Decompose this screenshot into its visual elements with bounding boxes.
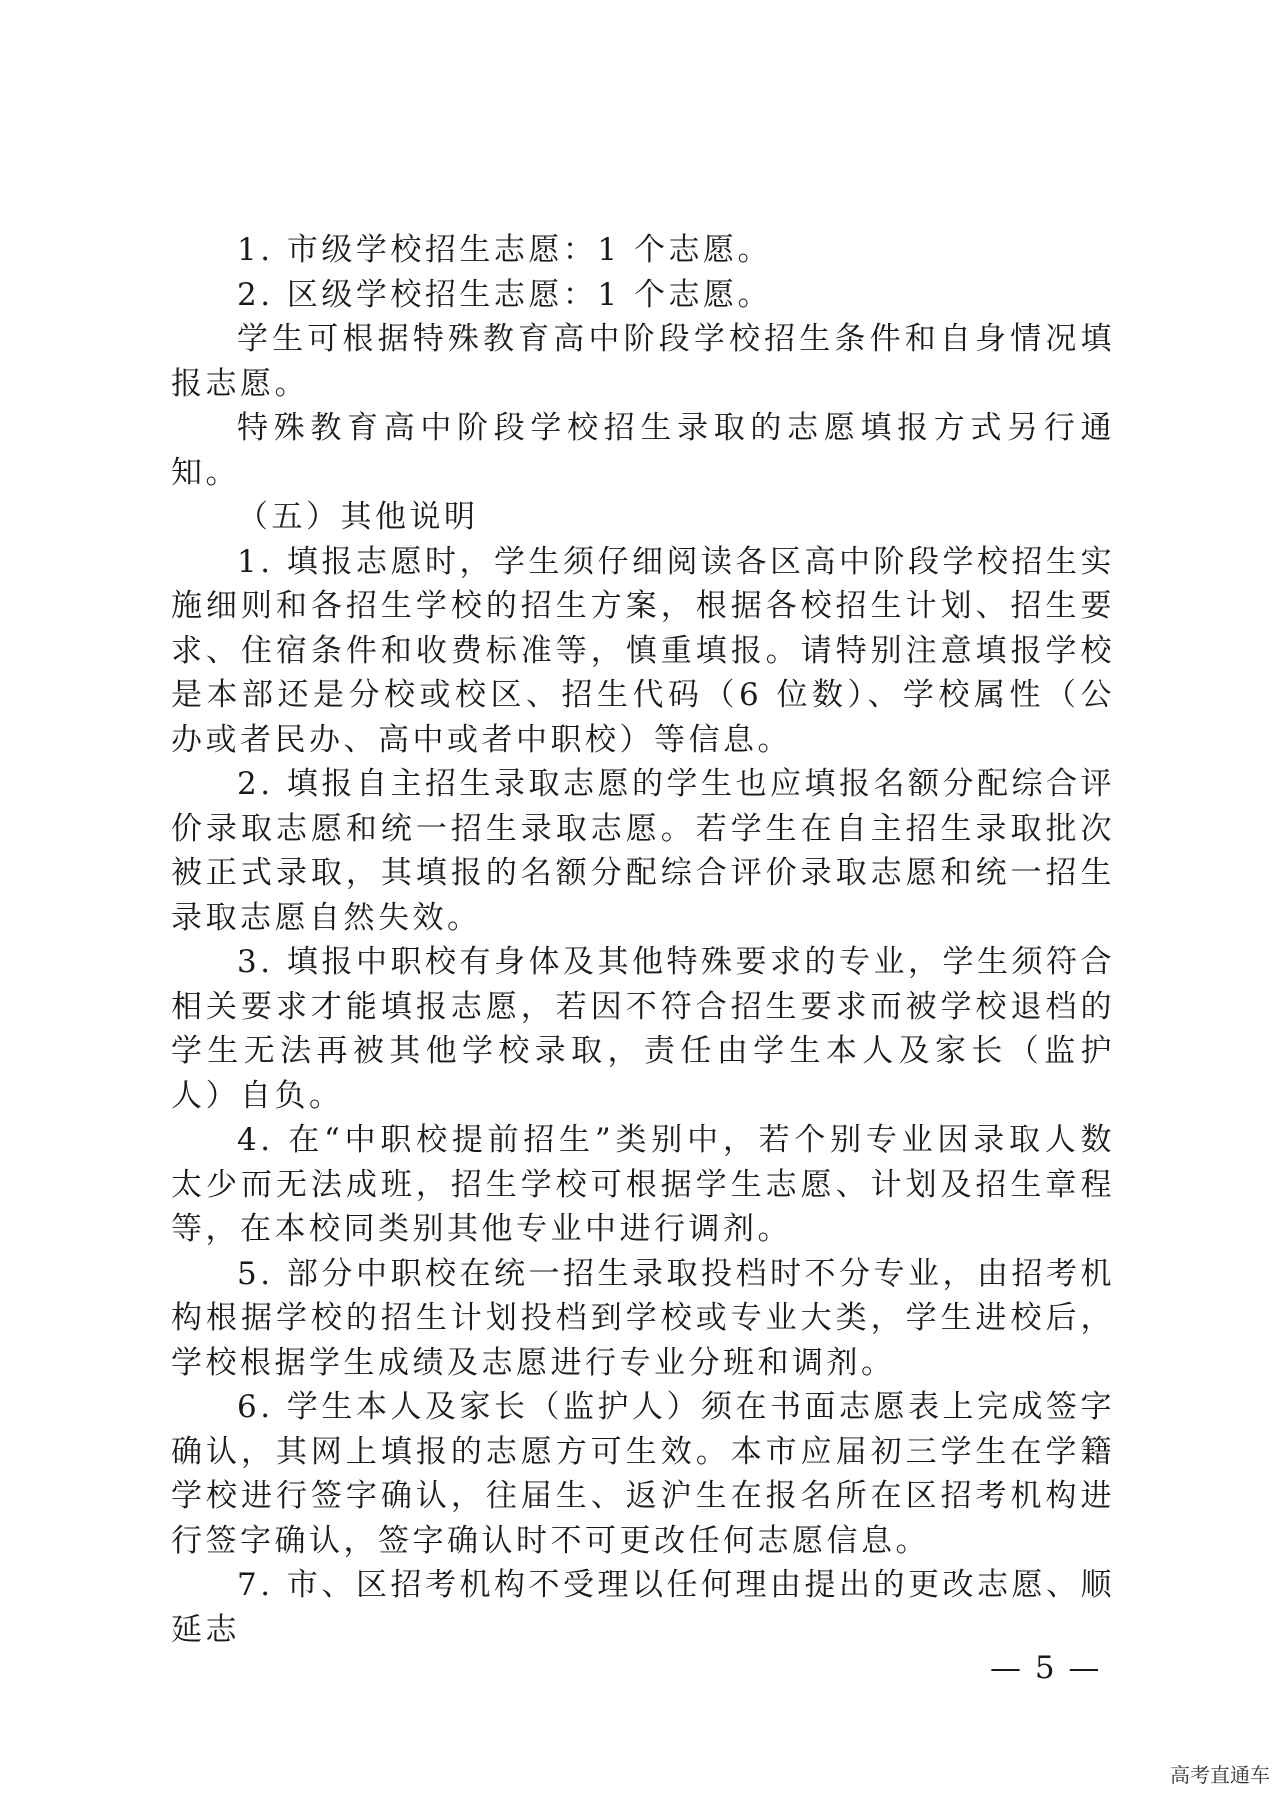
paragraph-note-7: 7. 市、区招考机构不受理以任何理由提出的更改志愿、顺延志: [171, 1567, 1115, 1648]
paragraph-note-4: 4. 在“中职校提前招生”类别中，若个别专业因录取人数太少而无法成班，招生学校可根据学生志愿、计划及招生章程等，在本校同类别其他专业中进行调剂。: [171, 1122, 1115, 1247]
section-heading-other-notes: （五）其他说明: [237, 499, 479, 535]
watermark: 高考直通车: [1170, 1763, 1270, 1787]
paragraph-note-3: 3. 填报中职校有身体及其他特殊要求的专业，学生须符合相关要求才能填报志愿，若因不符合招生要求而被学校退档的学生无法再被其他学校录取，责任由学生本人及家长（监护人）自负。: [171, 944, 1115, 1114]
paragraph-special-education-condition: 学生可根据特殊教育高中阶段学校招生条件和自身情况填报志愿。: [171, 321, 1115, 402]
paragraph-special-education-method: 特殊教育高中阶段学校招生录取的志愿填报方式另行通知。: [171, 410, 1115, 491]
paragraph-note-6: 6. 学生本人及家长（监护人）须在书面志愿表上完成签字确认，其网上填报的志愿方可生效。本市应届初三学生在学籍学校进行签字确认，往届生、返沪生在报名所在区招考机构进行签字确认，签字确认时不可更改任何志愿信息。: [171, 1389, 1115, 1559]
paragraph-note-5: 5. 部分中职校在统一招生录取投档时不分专业，由招考机构根据学校的招生计划投档到学校或专业大类，学生进校后，学校根据学生成绩及志愿进行专业分班和调剂。: [171, 1255, 1115, 1381]
paragraph-note-1: 1. 填报志愿时，学生须仔细阅读各区高中阶段学校招生实施细则和各招生学校的招生方案，根据各校招生计划、招生要求、住宿条件和收费标准等，慎重填报。请特别注意填报学校是本部还是分校或校区、招生代码（6 位数）、学校属性（公办或者民办、高中或者中职校）等信息。: [171, 543, 1115, 758]
paragraph-city-school: 1. 市级学校招生志愿：1 个志愿。: [237, 232, 773, 268]
paragraph-district-school: 2. 区级学校招生志愿：1 个志愿。: [237, 276, 773, 313]
page-number: — 5 —: [990, 1650, 1102, 1686]
paragraph-note-2: 2. 填报自主招生录取志愿的学生也应填报名额分配综合评价录取志愿和统一招生录取志愿。若学生在自主招生录取批次被正式录取，其填报的名额分配综合评价录取志愿和统一招生录取志愿自然失效。: [171, 766, 1115, 936]
document-body: [171, 228, 1115, 1652]
